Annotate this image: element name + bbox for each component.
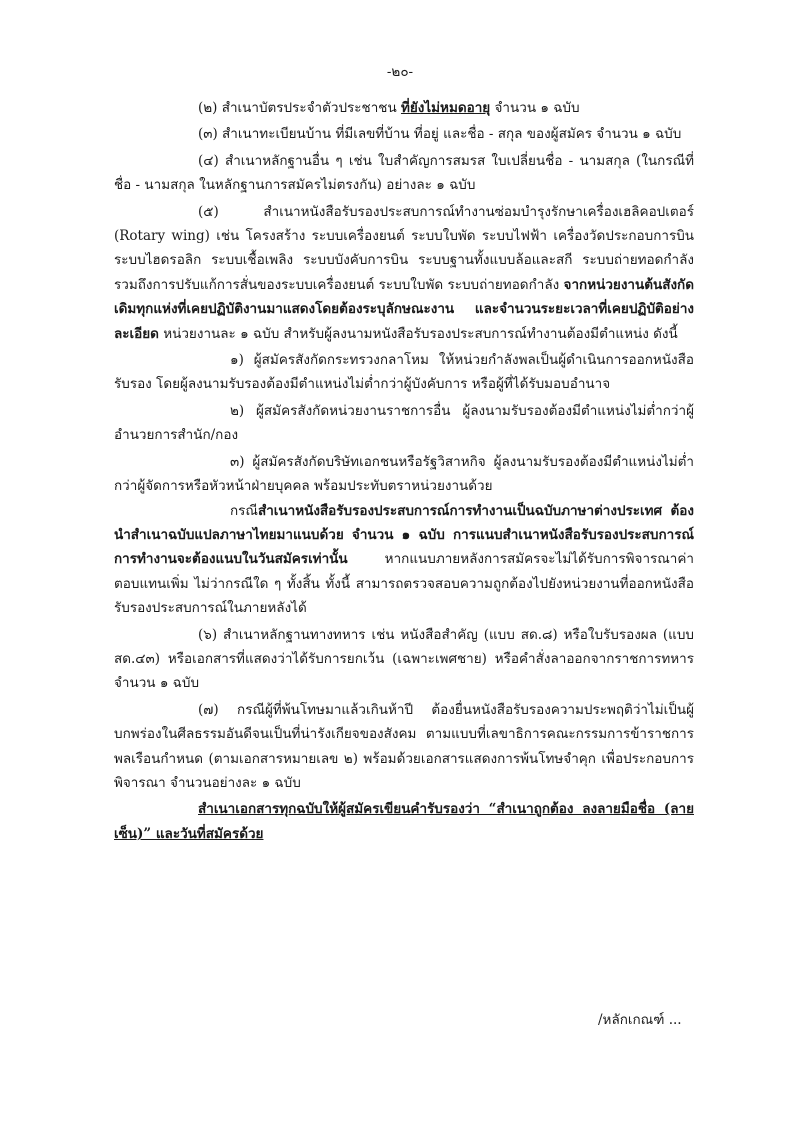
item-5-emphasis: จากหน่วยงานต้นสังกัดเดิมทุกแห่งที่เคยปฏิบัติงานมาแสดงโดยต้องระบุลักษณะงาน และจำนวนระยะเวลาที่เคยปฏิบัติอย่างละเอียด (114, 276, 694, 342)
signer-rule-1: ๑) ผู้สมัครสังกัดกระทรวงกลาโหม ให้หน่วยกำลังพลเป็นผู้ดำเนินการออกหนังสือรับรอง โดยผู้ลงนามรับรองต้องมีตำแหน่งไม่ต่ำกว่าผู้บังคับการ หรือผู้ที่ได้รับมอบอำนาจ (114, 352, 694, 393)
item-7-conduct-certificate: (๗) กรณีผู้ที่พ้นโทษมาแล้วเกินห้าปี ต้องยื่นหนังสือรับรองความประพฤติว่าไม่เป็นผู้บกพร่องในศีลธรรมอันดีจนเป็นที่น่ารังเกียจของสังคม ตามแบบที่เลขาธิการคณะกรรมการข้าราชการพลเรือนกำหนด (ตามเอกสารหมายเลข ๒) พร้อมด้วยเอกสารแสดงการพ้นโทษจำคุก เพื่อประกอบการพิจารณา จำนวนอย่างละ ๑ ฉบับ (114, 701, 694, 791)
item-3-house-registration: (๓) สำเนาทะเบียนบ้าน ที่มีเลขที่บ้าน ที่อยู่ และชื่อ - สกุล ของผู้สมัคร จำนวน ๑ ฉบับ (198, 126, 682, 143)
item-5-text: (๕) สำเนาหนังสือรับรองประสบการณ์ทำงานซ่อมบำรุงรักษาเครื่องเฮลิคอปเตอร์ (Rotary wing) เช่น โครงสร้าง ระบบเครื่องยนต์ ระบบใบพัด ระบบไฟฟ้า เครื่องวัดประกอบการบิน ระบบไฮดรอลิก ระบบเชื้อเพลิง ระบบบังคับการบิน ระบบฐานทั้งแบบล้อและสกี ระบบถ่ายทอดกำลัง รวมถึงการปรับแก้การสั่นของระบบเครื่องยนต์ ระบบใบพัด ระบบถ่ายทอดกำลัง (114, 203, 694, 293)
item-5-experience-certificate (114, 200, 694, 346)
foreign-language-note (114, 499, 694, 621)
signer-rule-2: ๒) ผู้สมัครสังกัดหน่วยงานราชการอื่น ผู้ลงนามรับรองต้องมีตำแหน่งไม่ต่ำกว่าผู้อำนวยการสำนัก/กอง (114, 402, 694, 444)
item-5-tail: หน่วยงานละ ๑ ฉบับ สำหรับผู้ลงนามหนังสือรับรองประสบการณ์ทำงานต้องมีตำแหน่ง ดังนี้ (158, 325, 678, 342)
item-2-id-card (114, 96, 694, 120)
certify-copies-text: สำเนาเอกสารทุกฉบับให้ผู้สมัครเขียนคำรับรองว่า “สำเนาถูกต้อง ลงลายมือชื่อ (ลายเซ็น)” และวันที่สมัครด้วย (114, 801, 694, 842)
item-2-emphasis: ที่ยังไม่หมดอายุ (400, 100, 491, 116)
item-6-military-evidence: (๖) สำเนาหลักฐานทางทหาร เช่น หนังสือสำคัญ (แบบ สด.๘) หรือใบรับรองผล (แบบ สด.๔๓) หรือเอกสารที่แสดงว่าได้รับการยกเว้น (เฉพาะเพศชาย) หรือคำสั่งลาออกจากราชการทหาร จำนวน ๑ ฉบับ (114, 626, 694, 692)
item-4-other-evidence: (๔) สำเนาหลักฐานอื่น ๆ เช่น ใบสำคัญการสมรส ใบเปลี่ยนชื่อ - นามสกุล (ในกรณีที่ชื่อ - นามสกุล ในหลักฐานการสมัครไม่ตรงกัน) อย่างละ ๑ ฉบับ (114, 152, 694, 194)
document-body (114, 96, 694, 846)
signer-rule-3: ๓) ผู้สมัครสังกัดบริษัทเอกชนหรือรัฐวิสาหกิจ ผู้ลงนามรับรองต้องมีตำแหน่งไม่ต่ำกว่าผู้จัดการหรือหัวหน้าฝ่ายบุคคล พร้อมประทับตราหน่วยงานด้วย (114, 453, 694, 495)
foreign-note-tail: หากแนบภายหลังการสมัครจะไม่ได้รับการพิจารณาค่าตอบแทนเพิ่ม ไม่ว่ากรณีใด ๆ ทั้งสิ้น ทั้งนี้ สามารถตรวจสอบความถูกต้องไปยังหน่วยงานที่ออกหนังสือรับรองประสบการณ์ในภายหลังได้ (114, 551, 694, 617)
certify-copies-note (114, 797, 694, 846)
continuation-marker: /หลักเกณฑ์ ... (598, 1012, 682, 1028)
foreign-note-emphasis: สำเนาหนังสือรับรองประสบการณ์การทำงานเป็นฉบับภาษาต่างประเทศ ต้องนำสำเนาฉบับแปลภาษาไทยมาแนบด้วย จำนวน ๑ ฉบับ การแนบสำเนาหนังสือรับรองประสบการณ์การทำงานจะต้องแนบในวันสมัครเท่านั้น (114, 502, 694, 568)
page-number: -๒๐- (386, 64, 414, 80)
item-2-count: จำนวน ๑ ฉบับ (490, 100, 580, 116)
item-2-text: (๒) สำเนาบัตรประจำตัวประชาชน (198, 100, 401, 116)
foreign-note-prefix: กรณี (230, 502, 258, 519)
